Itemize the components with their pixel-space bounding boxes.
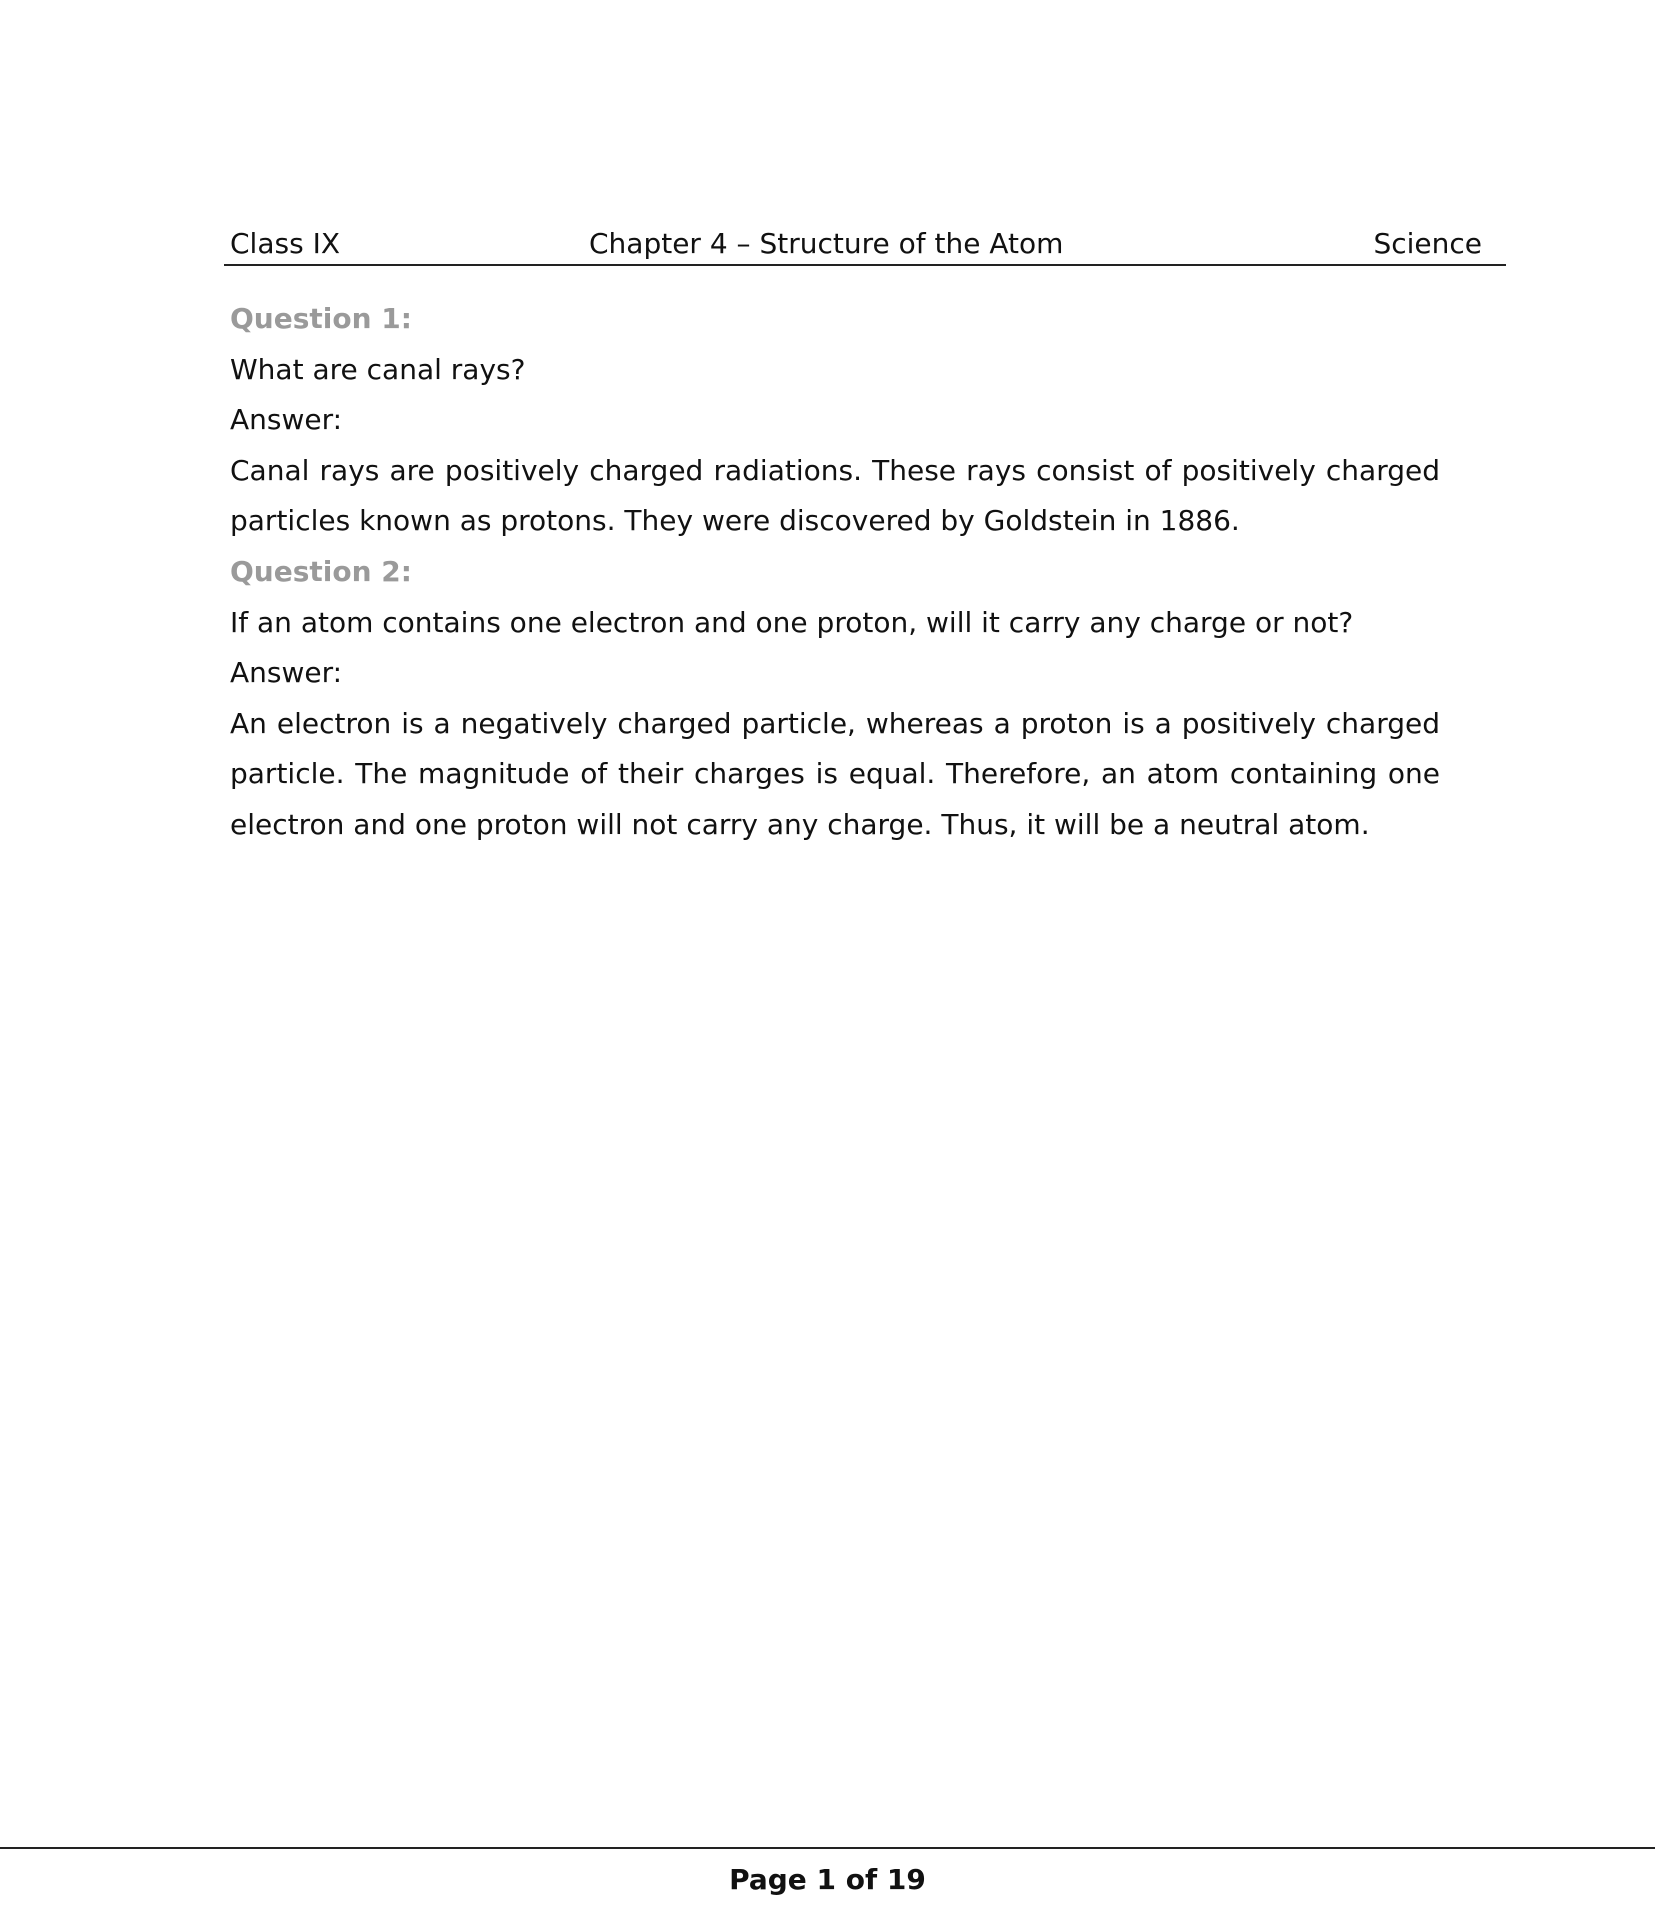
header-chapter-title: Chapter 4 – Structure of the Atom: [589, 227, 1064, 260]
page-content: [230, 294, 1440, 851]
answer-text: An electron is a negatively charged particle, whereas a proton is a positively charged particle. The magnitude of their charges is equal. Therefore, an atom containing one electron and one proton will not carry any charge. Thus, it will be a neutral atom.: [230, 706, 1440, 841]
question-label: Question 2:: [230, 554, 412, 588]
answer-label: Answer:: [230, 656, 343, 690]
question-block-2: [230, 547, 1440, 851]
page-number: Page 1 of 19: [729, 1863, 926, 1896]
header-class-label: Class IX: [230, 227, 341, 260]
answer-text: Canal rays are positively charged radiations. These rays consist of positively charged particles known as protons. They were discovered by Goldstein in 1886.: [230, 453, 1440, 538]
question-text: If an atom contains one electron and one proton, will it carry any charge or not?: [230, 605, 1354, 639]
question-label: Question 1:: [230, 302, 412, 335]
footer-divider: [0, 1847, 1655, 1849]
header-subject: Science: [1373, 227, 1482, 260]
answer-label: Answer:: [230, 403, 343, 437]
page-header: [224, 224, 1506, 266]
question-block-1: [230, 294, 1440, 547]
question-text: What are canal rays?: [230, 352, 526, 386]
